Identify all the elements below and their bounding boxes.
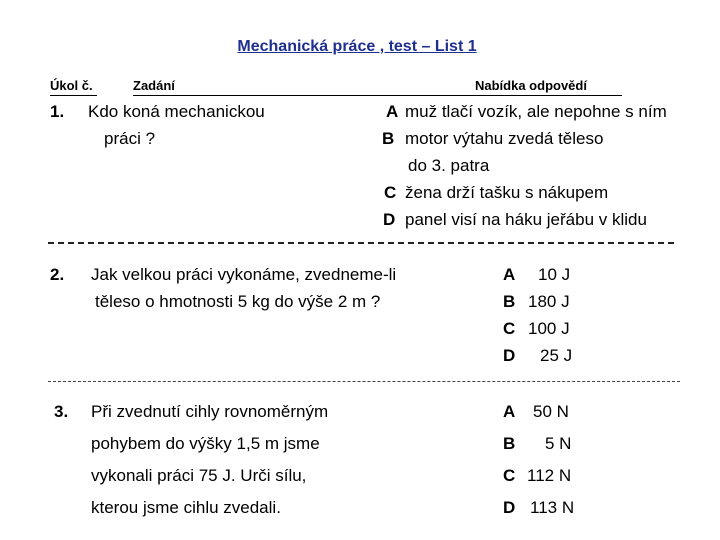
q3-option-b-text: 5 N <box>545 434 572 453</box>
q2-option-b-letter: B <box>503 292 516 311</box>
q3-option-d-letter: D <box>503 498 516 517</box>
q1-option-b-letter: B <box>382 129 395 148</box>
q1-option-a-text: muž tlačí vozík, ale nepohne s ním <box>405 102 667 121</box>
question-3-line-4: kterou jsme cihlu zvedali. <box>91 498 281 517</box>
separator-2 <box>48 381 680 382</box>
q2-option-a-text: 10 J <box>538 265 571 284</box>
q1-option-d-text: panel visí na háku jeřábu v klidu <box>405 210 647 229</box>
question-1-line-1: Kdo koná mechanickou <box>88 102 265 121</box>
header-underline-main <box>133 95 622 96</box>
q2-option-b-text: 180 J <box>528 292 570 311</box>
q1-option-b-continuation: do 3. patra <box>408 156 490 175</box>
q2-option-d-letter: D <box>503 346 516 365</box>
question-3-line-2: pohybem do výšky 1,5 m jsme <box>91 434 320 453</box>
q3-option-c-text: 112 N <box>527 466 572 485</box>
q1-option-a-letter: A <box>386 102 399 121</box>
q2-option-c-text: 100 J <box>528 319 570 338</box>
q3-option-a-text: 50 N <box>533 402 569 421</box>
question-3-line-1: Při zvednutí cihly rovnoměrným <box>91 402 329 421</box>
header-answers: Nabídka odpovědí <box>475 78 587 93</box>
question-1-number: 1. <box>50 102 65 121</box>
question-2-line-1: Jak velkou práci vykonáme, zvedneme-li <box>91 265 397 284</box>
q2-option-a-letter: A <box>503 265 516 284</box>
q1-option-c-text: žena drží tašku s nákupem <box>405 183 609 202</box>
q2-option-d-text: 25 J <box>540 346 573 365</box>
question-2-number: 2. <box>50 265 65 284</box>
question-3-number: 3. <box>54 402 69 421</box>
header-assignment: Zadání <box>133 78 175 93</box>
q3-option-a-letter: A <box>503 402 516 421</box>
q3-option-d-text: 113 N <box>530 498 575 517</box>
separator-1 <box>48 242 674 244</box>
page-title: Mechanická práce , test – List 1 <box>237 38 477 55</box>
question-2-line-2: těleso o hmotnosti 5 kg do výše 2 m ? <box>95 292 381 311</box>
q2-option-c-letter: C <box>503 319 516 338</box>
q1-option-d-letter: D <box>383 210 396 229</box>
q3-option-c-letter: C <box>503 466 516 485</box>
question-3-line-3: vykonali práci 75 J. Urči sílu, <box>91 466 307 485</box>
header-task-number: Úkol č. <box>50 78 93 93</box>
question-1-line-2: práci ? <box>104 129 156 148</box>
q1-option-c-letter: C <box>384 183 397 202</box>
q1-option-b-text: motor výtahu zvedá těleso <box>405 129 604 148</box>
q3-option-b-letter: B <box>503 434 516 453</box>
header-underline-task <box>50 95 97 96</box>
